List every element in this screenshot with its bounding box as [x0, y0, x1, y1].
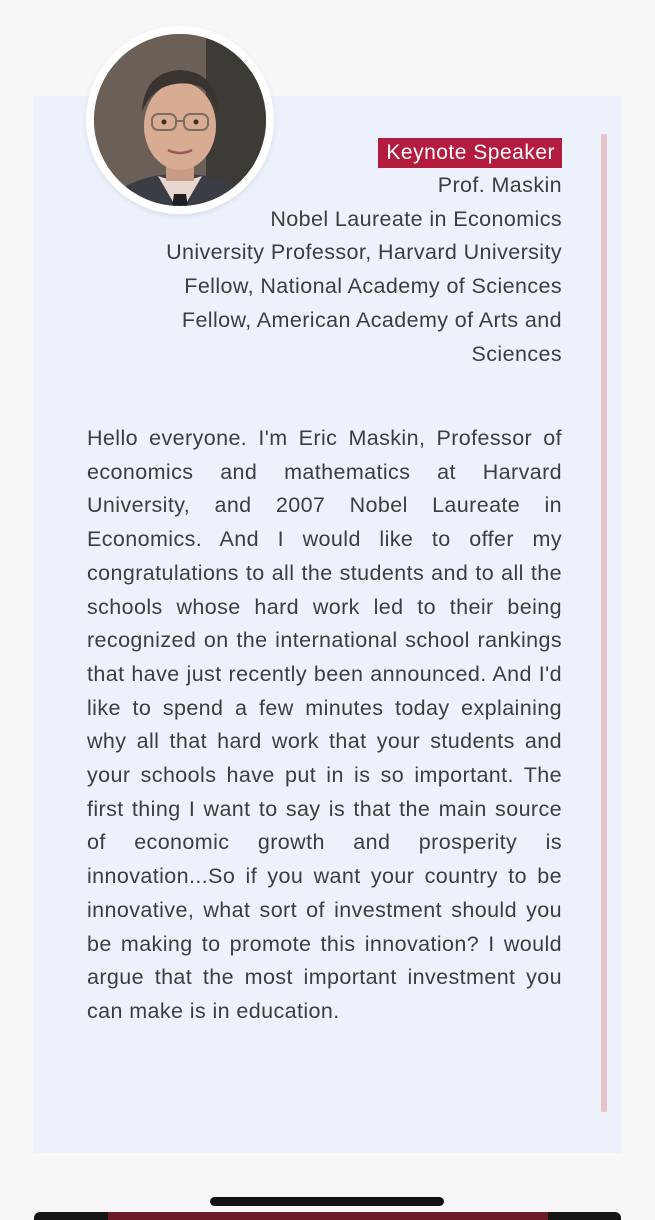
speaker-name: Prof. Maskin [437, 173, 562, 197]
bottom-bar [34, 1212, 621, 1220]
speaker-info [96, 138, 562, 371]
speaker-credential: Fellow, American Academy of Arts and Sciences [181, 307, 562, 366]
bottom-bar-highlight [108, 1212, 548, 1220]
speaker-credential: University Professor, Harvard University [166, 240, 562, 265]
speaker-credential: Fellow, National Academy of Sciences [184, 274, 562, 299]
accent-bar [601, 134, 607, 1112]
speech-text: Hello everyone. I'm Eric Maskin, Professor of economics and mathematics at Harvard University, and 2007 Nobel Laureate in Economics. And I would like to offer my congratulations to all the students and to all the schools whose hard work led to their being recognized on the international school rankings that have just recently been announced. And I'd like to spend a few minutes today explaining why all that hard work that your students and your schools have put in is so important. The first thing I want to say is that the main source of economic growth and prosperity is innovation...So if you want your country to be innovative, what sort of investment should you be making to promote this innovation? I would argue that the most important investment you can make is in education. [87, 426, 562, 1023]
home-indicator[interactable] [210, 1197, 444, 1206]
keynote-speaker-tag: Keynote Speaker [378, 138, 562, 168]
speaker-credential: Nobel Laureate in Economics [270, 206, 562, 231]
